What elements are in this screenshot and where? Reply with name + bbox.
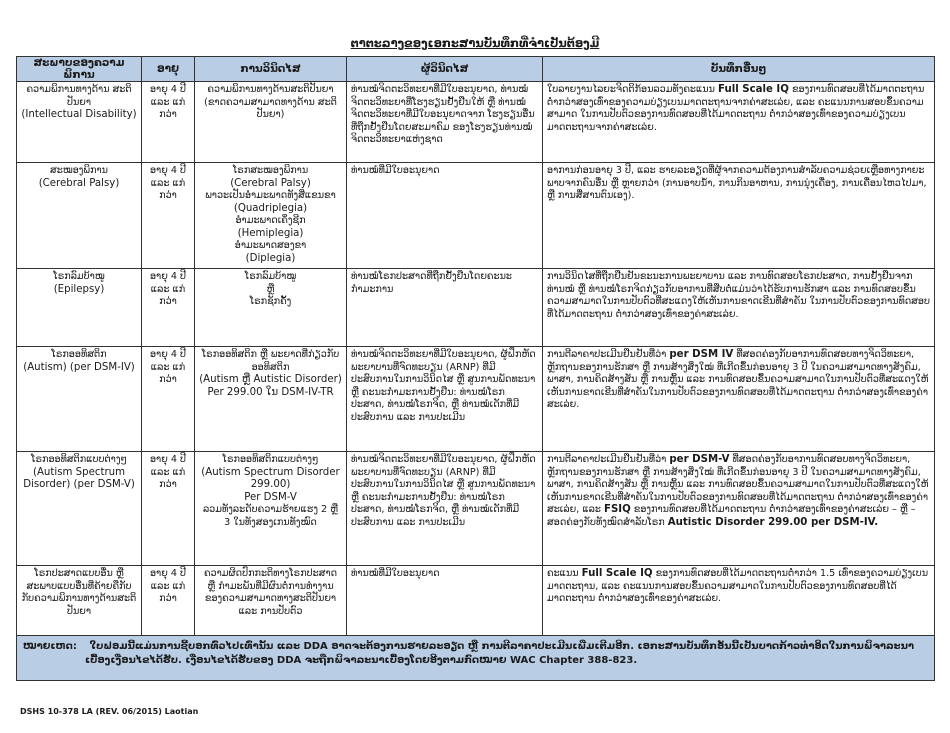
diagnosis-line: Per 299.00 ໃນ DSM-IV-TR xyxy=(207,386,334,398)
diagnosis-line: ຫຼື xyxy=(266,283,275,295)
diagnosis-cell xyxy=(195,347,347,452)
condition-lao: ໂຣກລົມບ້າໝູ xyxy=(53,271,105,282)
diagnosis-line: ໂຣກອອທິສຕິກແບບຕ່າງໆ xyxy=(222,454,319,465)
notes-cell xyxy=(543,347,935,452)
header-condition: ສະພາບຂອງຄວາມພິການ xyxy=(17,57,142,82)
header-diagnosed-by: ຜູ້ວິນິດໄສ xyxy=(347,57,543,82)
condition-english: (Intellectual Disability) xyxy=(21,109,137,120)
page-title: ຕາຕະລາງຂອງເອກະສານບັນທຶກທີ່ຈຳເປັນຕ້ອງມີ xyxy=(350,36,600,50)
diagnosed-by-cell: ທ່ານໝໍຈິດຕະວິທະຍາທີ່ມີໃບອະນຸຍາດ, ທ່ານໝໍຈິດຕະວິທະຍາທີ່ໂຮງຮຽນຢັ້ງຢືນໃຫ້ ຫຼື ທ່ານໝໍຈິດຕະວິທະຍາທີ່ມີໃບອະນຸຍາດຈາກ ໂຮງຮຽນອື່ນທີ່ຖືກຢັ້ງຢືນໂດຍສະມາຄົມ ຂອງໂຮງຮຽນທ່ານໝໍຈິດຕະວິທະຍາແຫ່ງຊາດ xyxy=(347,82,543,163)
condition-lao: ໂຣກປະສາດແບບອື່ນ ຫຼື ສະພາບແບບອື່ນທີ່ຄ້າຍຄືກັບກັບຄວາມພິການທາງດ້ານສະຕິປັນຍາ xyxy=(21,568,137,617)
table-row xyxy=(17,452,935,566)
footer-text-2: ເບື້ອງເງື່ອນໄຂໄດ້ຮັບ. ເງື່ອນໄຂໄດ້ຮັບຂອງ DDA ຈະຖືກພິຈາລະນາເບື້ອງໂດຍອີງຕາມກົດໝາຍ xyxy=(85,655,510,666)
condition-lao: ຄວາມພິການທາງດ້ານ ສະຕິປັນຍາ xyxy=(26,84,132,108)
diagnosis-line: ຄວາມພິການທາງດ້ານສະຕິປັນຍາ (ຂາດຄວາມສາມາດທາງດ້ານ ສະຕິປັນຍາ) xyxy=(204,84,337,120)
header-row xyxy=(17,57,935,82)
age-cell: ອາຍຸ 4 ປີ ແລະ ແກ່ກວ່າ xyxy=(142,269,195,347)
age-cell: ອາຍຸ 4 ປີ ແລະ ແກ່ກວ່າ xyxy=(142,566,195,636)
footer-note xyxy=(17,636,935,681)
diagnosis-line: ອຳມະພາດສອງຂາ xyxy=(234,240,307,251)
condition-lao: ໂຣກອອທິສຕິກ xyxy=(51,349,107,360)
header-notes: ບັນທຶກອື່ນໆ xyxy=(543,57,935,82)
diagnosis-cell xyxy=(195,269,347,347)
notes-fragment: ທີ່ສອດຄ່ອງກັບອາການທົດສອບທາງຈິດວິທະຍາ, ຫຼັກຖານຂອງການຮັກສາ ຫຼື ການສ້າງສິ່ງໃໝ່ ທີ່ເກີດຂຶ້ນກ່ອນອາຍຸ 3 ປີ ໃນຄວາມສາມາດທາງສັງຄົມ, ພາສາ, ການຄິດສ້າງສັນ ຫຼື ການຫຼິ້ນ ແລະ ການທົດສອບຂຶ້ນຄວາມສາມາດໃນການປັບຕົວທີ່ສະແດງໃຫ້ເຫັນການຂາດເຂີນທີ່ສຳຄັນໃນການປັບຕົວຂອງການທົດສອບທີ່ໄດ້ມາດຕະຖານ ຕ່ຳກວ່າສອງເທົ່າຂອງຄ່າສະເລ່ຍ. xyxy=(547,349,929,410)
diagnosis-line: (Diplegia) xyxy=(245,252,296,264)
condition-cell xyxy=(17,163,142,269)
notes-fragment: ການວິນິດໄສທີ່ຖືກຢືນຢັນຂະນະການພະຍາບານ ແລະ ການທົດສອບໂຣກປະສາດ, ການຢັ້ງຢືນຈາກທ່ານໝໍ ຫຼື ທ່ານໝໍໂຣກຈິດກ່ຽວກັບອາການທີ່ສືບຕໍ່ແມ່ນວ່າໄດ້ຮັບການຮັກສາ ແລະ ການທົດສອບຂຶ້ນຄວາມສາມາດໃນການປັບຕົວທີ່ສະແດງໃຫ້ເຫັນການຂາດເຂີນທີ່ສຳຄັນ ໃນການປັບຕົວຂອງການທົດສອບທີ່ໄດ້ມາດຕະຖານ ຕ່ຳກວ່າສອງເທົ່າຂອງຄ່າສະເລ່ຍ. xyxy=(547,271,930,320)
age-cell: ອາຍຸ 4 ປີ ແລະ ແກ່ກວ່າ xyxy=(142,452,195,566)
notes-fragment: Autistic Disorder 299.00 per DSM-IV. xyxy=(667,516,879,528)
condition-lao: ສະໝອງພິການ xyxy=(50,165,108,176)
condition-cell xyxy=(17,347,142,452)
notes-fragment: ຄະແນນ xyxy=(547,568,582,579)
diagnosed-by-cell: ທ່ານໝໍຈິດຕະວິທະຍາທີ່ມີໃບອະນຸຍາດ, ຜູ້ຝຶກຫັດພະຍາບານທີ່ຈົດທະບຽນ (ARNP) ທີ່ມີປະສົບການໃນການວິນິດໄສ ຫຼື ສູນການພັດທະນາ ຫຼື ຄະນະກຳມະການຢັ້ງຢືນ: ທ່ານໝໍໂຣກປະສາດ, ທ່ານໝໍໂຣກຈິດ, ຫຼື ທ່ານໝໍເດັກທີ່ມີປະສົບການ ແລະ ການປະເມີນ xyxy=(347,452,543,566)
header-age: ອາຍຸ xyxy=(142,57,195,82)
diagnosis-line: ພາວະເປັນອຳມະພາດທັງສີ່ແຂນຂາ xyxy=(205,190,336,201)
notes-fragment: FSIQ xyxy=(604,504,631,515)
diagnosis-cell xyxy=(195,163,347,269)
notes-cell xyxy=(543,566,935,636)
diagnosis-line: ຄວາມຜິດປົກກະຕິທາງໂຣກປະສາດ ຫຼື ກຳມະພັນທີ່ມີຜົນຕໍ່ການທຳງານຂອງຄວາມສາມາດທາງສະຕິປັນຍາ ແລະ ການປັບຕົວ xyxy=(203,568,338,617)
notes-fragment: Full Scale IQ xyxy=(581,568,653,579)
diagnosed-by-cell: ທ່ານໝໍທີ່ມີໃບອະນຸຍາດ xyxy=(347,566,543,636)
table-row xyxy=(17,566,935,636)
table-row xyxy=(17,82,935,163)
diagnosis-cell xyxy=(195,452,347,566)
notes-fragment: ທີ່ສອດຄ່ອງກັບອາການທົດສອບທາງຈິດວິທະຍາ, ຫຼັກຖານຂອງການຮັກສາ ຫຼື ການສ້າງສິ່ງໃໝ່ ທີ່ເກີດຂຶ້ນກ່ອນອາຍຸ 3 ປີ ໃນຄວາມສາມາດທາງສັງຄົມ, ພາສາ, ການຄິດສ້າງສັນ ຫຼື ການຫຼິ້ນ ແລະ ການທົດສອບຂຶ້ນຄວາມສາມາດໃນການປັບຕົວທີ່ສະແດງໃຫ້ເຫັນການຂາດເຂີນທີ່ສຳຄັນໃນການປັບຕົວຂອງການທົດສອບທີ່ໄດ້ມາດຕະຖານ ຕ່ຳກວ່າສອງເທົ່າຂອງຄ່າສະເລ່ຍ, ແລະ xyxy=(547,454,929,515)
condition-english: (Autism) (per DSM-IV) xyxy=(23,361,135,373)
diagnosis-line: ລວມທັງລະດັບຄວາມຮ້າຍແຮງ 2 ຫຼື 3 ໃນທັງສອງເກນທັງໝົດ xyxy=(202,504,339,528)
condition-cell xyxy=(17,452,142,566)
notes-cell xyxy=(543,163,935,269)
diagnosis-line: ອຳມະພາດເຄິ່ງຊີກ xyxy=(235,215,306,226)
notes-fragment: ຂອງການທົດສອບທີ່ໄດ້ມາດຕະຖານຕ່ຳກວ່າ 1.5 ເທົ່າຂອງຄວາມບ່ຽງເບນມາດຕະຖານ, ແລະ ຄະແນນການສອບຂຶ້ນຄວາມສາມາດໃນການປັບຕົວຂອງການທົດສອບທີ່ໄດ້ມາດຕະຖານ ຕ່ຳກວ່າສອງເທົ່າຂອງຄ່າສະເລ່ຍ. xyxy=(547,568,929,604)
diagnosis-line: ໂຣກຊັກຄັ້ງ xyxy=(249,296,292,307)
age-cell: ອາຍຸ 4 ປີ ແລະ ແກ່ກວ່າ xyxy=(142,347,195,452)
diagnosed-by-cell: ທ່ານໝໍທີ່ມີໃບອະນຸຍາດ xyxy=(347,163,543,269)
form-id: DSHS 10-378 LA (REV. 06/2015) Laotian xyxy=(20,707,199,716)
table-row xyxy=(17,163,935,269)
diagnosis-line: (Autism ຫຼື Autistic Disorder) xyxy=(199,374,342,385)
footer-row xyxy=(17,636,935,681)
diagnosis-line: ໂຣກສະໝອງພິການ xyxy=(232,165,309,176)
table-row xyxy=(17,347,935,452)
footer-text-1: ໃບຟອມນີ້ແມ່ນການຊີ້ບອກທົ່ວໄປເທົ່ານັ້ນ ແລະ DDA ອາດຈະຕ້ອງການຮາຍລະອຽດ ຫຼື ການຕີລາຄາປະເມີນເພີ່ມເຕີມອີກ. ເອກະສານບັນທຶກອັນນີ້ເປັນບາດກ້າວທຳອິດໃນການພິຈາລະນາ xyxy=(89,641,914,652)
diagnosed-by-cell: ທ່ານໝໍໂຣກປະສາດທີ່ຖືກຢັ້ງຢືນໂດຍຄະນະ ກຳມະການ xyxy=(347,269,543,347)
notes-fragment: per DSM IV xyxy=(669,349,734,360)
notes-fragment: ຂອງການທົດສອບທີ່ໄດ້ມາດຕະຖານ ຕ່ຳກວ່າສອງເທົ່າຂອງຄ່າສະເລ່ຍ – ຫຼື – ສອດຄ່ອງກັບທັງໝົດສຳລັບໂຣກ xyxy=(547,504,916,528)
condition-english: (Autism Spectrum Disorder) (per DSM-V) xyxy=(23,466,135,490)
notes-fragment: ຂອງການທົດສອບທີ່ໄດ້ມາດຕະຖານ ຕ່ຳກວ່າສອງເທົ່າຂອງຄວາມບ່ຽງເບນມາດຕະຖານຈາກຄ່າສະເລ່ຍ, ແລະ ຄະແນນການສອບຂຶ້ນຄວາມສາມາດ ໃນການປັບຕົວຂອງການທົດສອບທີ່ໄດ້ມາດຕະຖານ ຕ່ຳກວ່າສອງເທົ່າຂອງຄວາມບ່ຽງເບນມາດຕະຖານຈາກຄ່າສະເລ່ຍ. xyxy=(547,84,925,133)
documentation-table xyxy=(16,56,935,681)
diagnosis-line: (Autism Spectrum Disorder 299.00) xyxy=(201,466,340,490)
diagnosed-by-cell: ທ່ານໝໍຈິດຕະວິທະຍາທີ່ມີໃບອະນຸຍາດ, ຜູ້ຝຶກຫັດພະຍາບານທີ່ຈົດທະບຽນ (ARNP) ທີ່ມີປະສົບການໃນການວິນິດໄສ ຫຼື ສູນການພັດທະນາ ຫຼື ຄະນະກຳມະການຢັ້ງຢືນ: ທ່ານໝໍໂຣກປະສາດ, ທ່ານໝໍໂຣກຈິດ, ຫຼື ທ່ານໝໍເດັກທີ່ມີປະສົບການ ແລະ ການປະເມີນ xyxy=(347,347,543,452)
condition-cell xyxy=(17,82,142,163)
condition-lao: ໂຣກອອທິສຕິກແບບຕ່າງໆ xyxy=(31,454,127,465)
condition-cell xyxy=(17,566,142,636)
diagnosis-cell xyxy=(195,566,347,636)
notes-fragment: ໃບລາຍງານໄລຍະຈິດຕິກ້ອນລວມທັງຄະແນນ xyxy=(547,84,718,95)
age-cell: ອາຍຸ 4 ປີ ແລະ ແກ່ກວ່າ xyxy=(142,163,195,269)
notes-cell xyxy=(543,269,935,347)
notes-cell xyxy=(543,452,935,566)
notes-fragment: ອາການກ່ອນອາຍຸ 3 ປີ, ແລະ ຮາຍລະອຽດທີ່ຜູ້ຈາກຄວາມຕ້ອງການສຳລັບຄວາມຊ່ວຍເຫຼືອທາງກາຍະພາບຈາກຄົນອື່ນ ຫຼື ຫຼາຍກວ່າ (ການອາບນໍ້າ, ການກິນອາຫານ, ການນຸ່ງເຄື່ອງ, ການເຄື່ອນໄຫວໄປມາ, ຫຼື ການສື່ສານຕົນເອງ). xyxy=(547,165,927,201)
diagnosis-line: ໂຣກອອທິສຕິກ ຫຼື ພະຍາດທີ່ກ່ຽວກັບອອທິສຕິກ xyxy=(201,349,340,373)
condition-english: (Cerebral Palsy) xyxy=(38,177,120,189)
condition-cell xyxy=(17,269,142,347)
notes-fragment: ການຕີລາຄາປະເມີນຢືນຢັນທີ່ວ່າ xyxy=(547,349,670,360)
age-cell: ອາຍຸ 4 ປີ ແລະ ແກ່ກວ່າ xyxy=(142,82,195,163)
footer-label: ໝາຍເຫດ: xyxy=(23,641,77,652)
notes-fragment: Full Scale IQ xyxy=(718,84,789,95)
diagnosis-line: (Cerebral Palsy) xyxy=(230,177,311,189)
table-row xyxy=(17,269,935,347)
notes-fragment: per DSM-V xyxy=(669,454,730,465)
condition-english: (Epilepsy) xyxy=(53,283,105,295)
notes-fragment: ການຕີລາຄາປະເມີນຢືນຢັນທີ່ວ່າ xyxy=(547,454,670,465)
diagnosis-cell xyxy=(195,82,347,163)
header-diagnosis: ການວິນິດໄສ xyxy=(195,57,347,82)
diagnosis-line: Per DSM-V xyxy=(244,491,297,503)
diagnosis-line: (Hemiplegia) xyxy=(237,227,304,239)
diagnosis-line: (Quadriplegia) xyxy=(233,202,308,214)
notes-cell xyxy=(543,82,935,163)
footer-wac: WAC Chapter 388-823. xyxy=(509,655,638,666)
diagnosis-line: ໂຣກລົມບ້າໝູ xyxy=(244,271,297,282)
